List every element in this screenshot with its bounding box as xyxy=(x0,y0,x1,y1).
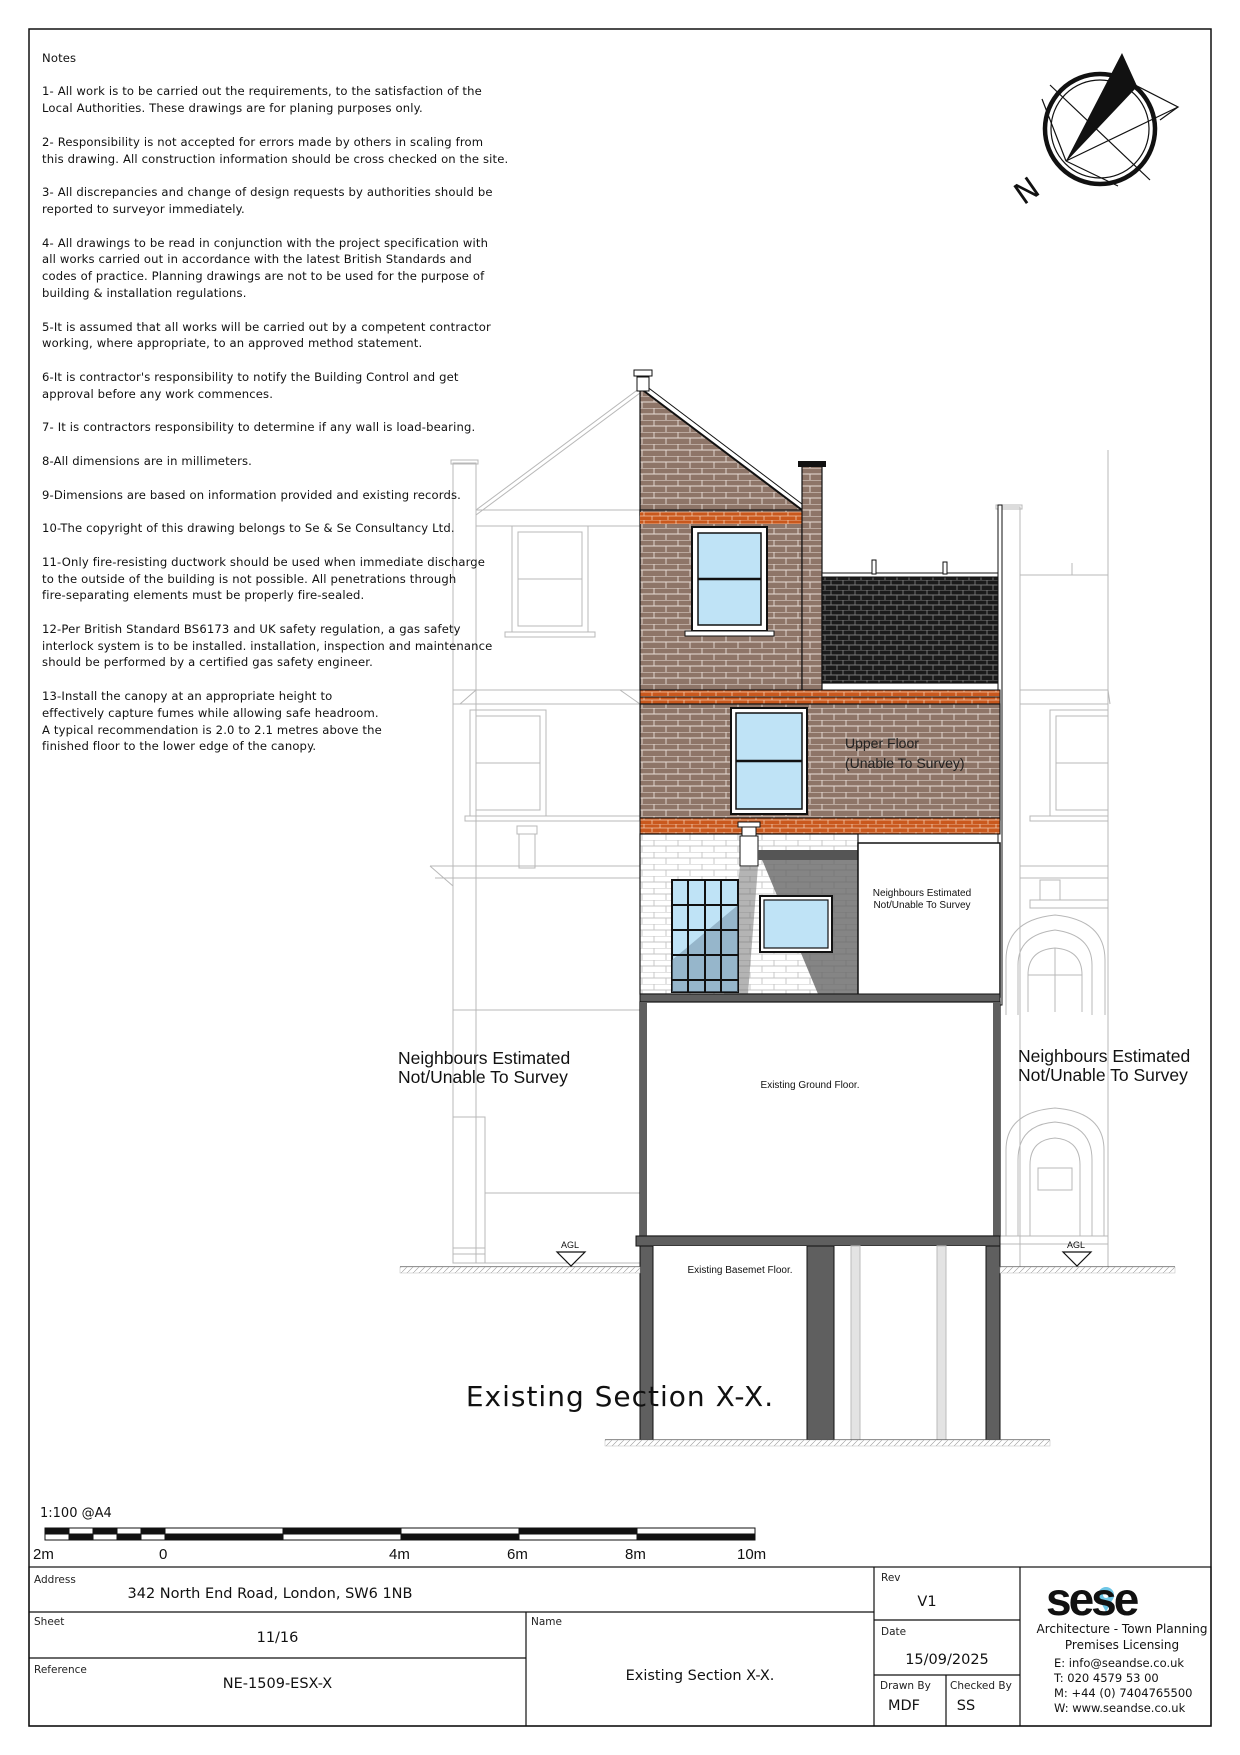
note-item: 6-It is contractor's responsibility to notify the Building Control and get approval before any work commences. xyxy=(42,369,459,401)
rev-value: V1 xyxy=(917,1594,937,1610)
neighbour-right-building xyxy=(996,450,1110,1267)
address-label: Address xyxy=(34,1574,76,1586)
checked-by-value: SS xyxy=(956,1698,976,1714)
scale-label: 0 xyxy=(159,1546,168,1563)
note-item: 2- Responsibility is not accepted for errors made by others in scaling from this drawing. All construction information should be cross checked on the site. xyxy=(42,134,509,166)
scale-label: 4m xyxy=(389,1546,410,1563)
company-phone: T: 020 4579 53 00 xyxy=(1054,1671,1159,1685)
agl-label-left: AGL xyxy=(561,1240,580,1250)
upper-floor-label-line2: (Unable To Survey) xyxy=(845,755,965,771)
ground-floor-label: Existing Ground Floor. xyxy=(760,1080,860,1091)
agl-marker-right xyxy=(1063,1252,1091,1266)
company-mobile: M: +44 (0) 7404765500 xyxy=(1054,1686,1193,1700)
note-item: 5-It is assumed that all works will be carried out by a competent contractor working, where appropriate, to an approved method statement. xyxy=(42,319,491,351)
date-value: 15/09/2025 xyxy=(905,1652,989,1668)
drawn-by-value: MDF xyxy=(887,1698,921,1714)
scale-text: 1:100 @A4 xyxy=(40,1506,112,1521)
neighbour-right-line2: Not/Unable To Survey xyxy=(1018,1065,1188,1085)
note-item: 9-Dimensions are based on information provided and existing records. xyxy=(42,487,462,502)
note-item: 3- All discrepancies and change of design requests by authorities should be reported to surveyor immediately. xyxy=(42,185,493,216)
scale-label: 2m xyxy=(33,1546,54,1563)
upper-floor-label-line1: Upper Floor xyxy=(845,735,919,751)
sheet-value: 11/16 xyxy=(256,1630,299,1646)
neighbour-small-label xyxy=(862,888,982,912)
note-item: 11-Only fire-resisting ductwork should be used when immediate discharge to the outside of the building is not possible. All penetrations through fire-separating elements must be properly fire-sealed. xyxy=(42,554,486,603)
date-label: Date xyxy=(881,1626,907,1638)
drawn-by-label: Drawn By xyxy=(880,1680,931,1692)
company-tagline-2: Premises Licensing xyxy=(1064,1638,1180,1652)
note-item: 8-All dimensions are in millimeters. xyxy=(42,453,253,468)
north-letter: N xyxy=(1007,170,1047,213)
agl-label-right: AGL xyxy=(1067,1240,1086,1250)
neighbour-right-line1: Neighbours Estimated xyxy=(1018,1046,1191,1066)
note-item: 12-Per British Standard BS6173 and UK safety regulation, a gas safety interlock system is to be installed. installation, inspection and maintenance should be performed by a certified gas safety engineer. xyxy=(42,621,493,670)
company-logo: sese xyxy=(1046,1573,1137,1625)
rev-label: Rev xyxy=(881,1572,901,1584)
main-building xyxy=(605,370,1050,1446)
scale-label: 6m xyxy=(507,1546,528,1563)
note-item: 4- All drawings to be read in conjunction with the project specification with all works carried out in accordance with the latest British Standards and codes of practice. Planning drawings are not to be used for the purpose of building & installation regulations. xyxy=(42,235,489,300)
neighbour-right-label xyxy=(1018,1047,1190,1085)
notes-heading: Notes xyxy=(42,50,77,65)
company-web: W: www.seandse.co.uk xyxy=(1054,1701,1186,1715)
north-arrow-icon xyxy=(1015,53,1178,186)
general-notes xyxy=(42,33,542,772)
note-item: 7- It is contractors responsibility to determine if any wall is load-bearing. xyxy=(42,420,476,435)
basement-floor-label: Existing Basemet Floor. xyxy=(687,1265,793,1276)
ground-line-right xyxy=(1000,1267,1175,1273)
scale-label: 10m xyxy=(737,1546,767,1563)
note-item: 13-Install the canopy at an appropriate height to effectively capture fumes while allowing safe headroom. A typical recommendation is 2.0 to 2.1 metres above the finished floor to the lower edge of the canopy. xyxy=(42,689,382,754)
ground-line-left xyxy=(400,1267,640,1273)
sheet-label: Sheet xyxy=(34,1616,65,1628)
upper-floor-label xyxy=(845,733,965,773)
scale-label: 8m xyxy=(625,1546,646,1563)
neighbour-left-line1: Neighbours Estimated xyxy=(398,1048,571,1068)
agl-marker-left xyxy=(557,1252,585,1266)
name-value: Existing Section X-X. xyxy=(625,1668,775,1684)
neighbour-left-line2: Not/Unable To Survey xyxy=(398,1067,568,1087)
neighbour-left-label xyxy=(398,1049,570,1087)
neighbour-small-line2: Not/Unable To Survey xyxy=(873,900,971,911)
checked-by-label: Checked By xyxy=(950,1680,1012,1692)
reference-label: Reference xyxy=(34,1664,87,1676)
scale-bar xyxy=(45,1528,755,1540)
note-item: 1- All work is to be carried out the requirements, to the satisfaction of the Local Authorities. These drawings are for planing purposes only. xyxy=(42,84,482,116)
drawing-title: Existing Section X-X. xyxy=(465,1380,775,1413)
company-tagline-1: Architecture - Town Planning xyxy=(1036,1622,1208,1636)
reference-value: NE-1509-ESX-X xyxy=(222,1676,333,1692)
name-label: Name xyxy=(531,1616,562,1628)
company-email: E: info@seandse.co.uk xyxy=(1054,1656,1185,1670)
note-item: 10-The copyright of this drawing belongs to Se & Se Consultancy Ltd. xyxy=(42,521,455,536)
address-value: 342 North End Road, London, SW6 1NB xyxy=(127,1586,413,1602)
neighbour-small-line1: Neighbours Estimated xyxy=(872,888,972,899)
